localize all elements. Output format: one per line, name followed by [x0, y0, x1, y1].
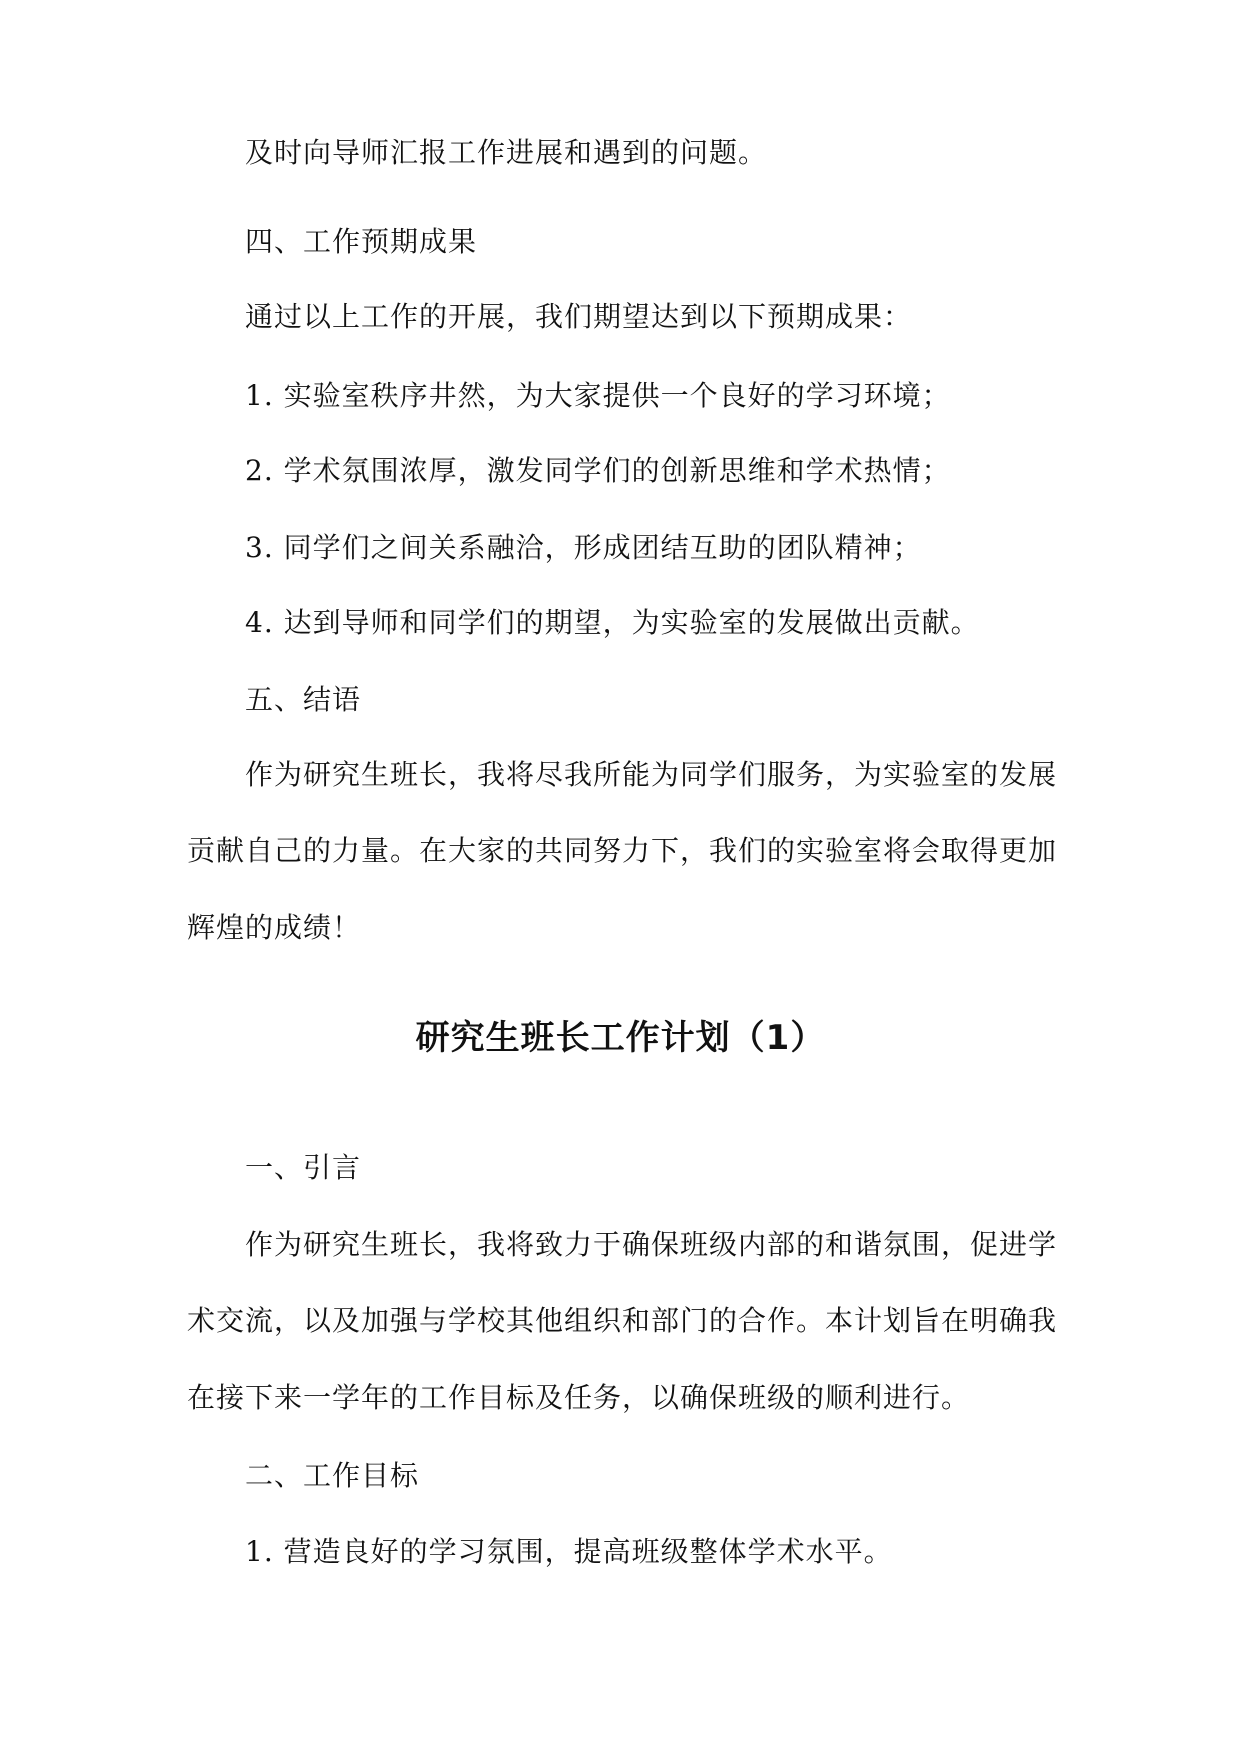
- paragraph-line: 通过以上工作的开展，我们期望达到以下预期成果：: [245, 300, 913, 333]
- section-heading-4: 四、工作预期成果: [245, 225, 478, 258]
- paragraph-line: 贡献自己的力量。在大家的共同努力下，我们的实验室将会取得更加: [187, 834, 1058, 867]
- section-heading-2: 二、工作目标: [245, 1459, 420, 1492]
- list-item: 3. 同学们之间关系融洽，形成团结互助的团队精神；: [245, 531, 922, 564]
- list-item: 1. 实验室秩序井然，为大家提供一个良好的学习环境；: [245, 379, 951, 412]
- list-item: 1. 营造良好的学习氛围，提高班级整体学术水平。: [245, 1535, 893, 1568]
- paragraph-line: 作为研究生班长，我将致力于确保班级内部的和谐氛围，促进学: [245, 1228, 1058, 1261]
- list-item: 2. 学术氛围浓厚，激发同学们的创新思维和学术热情；: [245, 454, 951, 487]
- paragraph-line: 作为研究生班长，我将尽我所能为同学们服务，为实验室的发展: [245, 758, 1058, 791]
- list-item: 4. 达到导师和同学们的期望，为实验室的发展做出贡献。: [245, 606, 980, 639]
- paragraph-line: 辉煌的成绩！: [187, 911, 362, 944]
- section-heading-5: 五、结语: [245, 683, 362, 716]
- paragraph-line: 在接下来一学年的工作目标及任务，以确保班级的顺利进行。: [187, 1381, 971, 1414]
- paragraph-line: 术交流，以及加强与学校其他组织和部门的合作。本计划旨在明确我: [187, 1304, 1058, 1337]
- paragraph-line: 及时向导师汇报工作进展和遇到的问题。: [245, 136, 768, 169]
- section-heading-1: 一、引言: [245, 1151, 362, 1184]
- document-title: 研究生班长工作计划（1）: [415, 1018, 826, 1058]
